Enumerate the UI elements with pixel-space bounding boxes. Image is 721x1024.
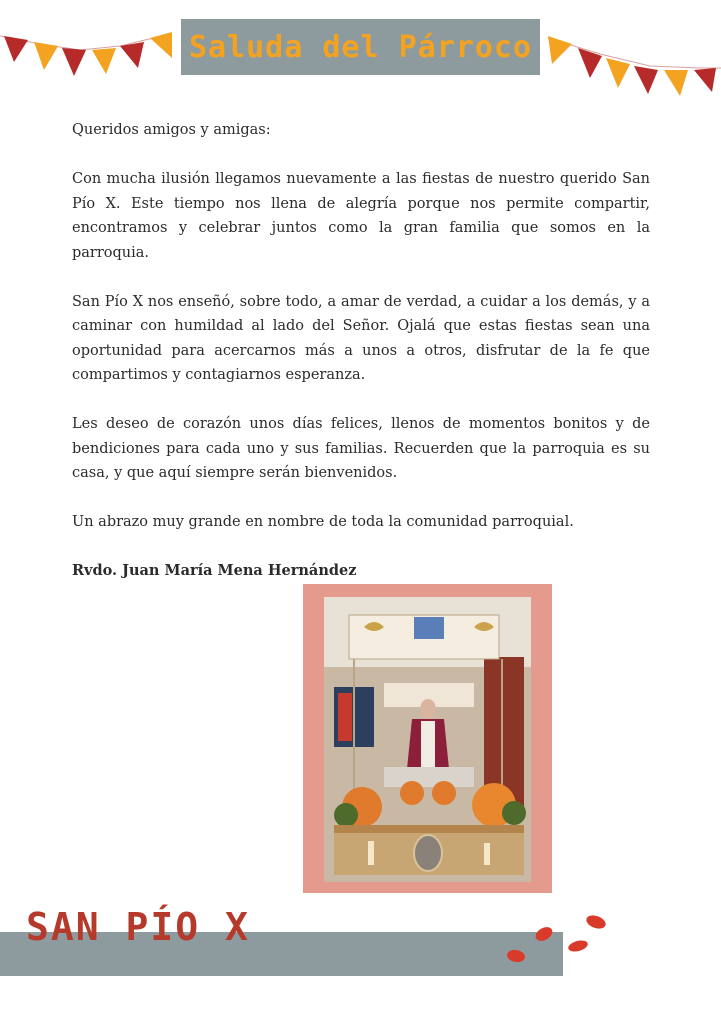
signature: Rvdo. Juan María Mena Hernández [72, 562, 357, 579]
paragraph: Un abrazo muy grande en nombre de toda la comunidad parroquial. [72, 514, 574, 530]
paragraph: San Pío X nos enseñó, sobre todo, a amar de verdad, a cuidar a los demás, y a caminar con humildad al lado del Señor. Ojalá que estas fiestas sean una oportunidad para acercarnos más a unos a otros, disfrutar de la fe que compartimos y contagiarnos esperanza. [72, 293, 650, 383]
footer-brand: SAN PÍO X [26, 905, 250, 949]
title-banner [181, 19, 540, 75]
letter-body [72, 118, 650, 608]
greeting: Queridos amigos y amigas: [72, 122, 271, 138]
page-title: Saluda del Párroco [188, 29, 533, 65]
saint-statue-photo [324, 597, 531, 882]
photo-frame [303, 584, 552, 893]
petals-icon [500, 910, 620, 970]
paragraph: Les deseo de corazón unos días felices, llenos de momentos bonitos y de bendiciones para cada uno y sus familias. Recuerden que la parroquia es su casa, y que aquí siempre serán bienvenidos. [72, 416, 650, 481]
paragraph: Con mucha ilusión llegamos nuevamente a las fiestas de nuestro querido San Pío X. Este tiempo nos llena de alegría porque nos permite compartir, encontramos y celebrar juntos como la gran familia que somos en la parroquia. [72, 171, 650, 261]
